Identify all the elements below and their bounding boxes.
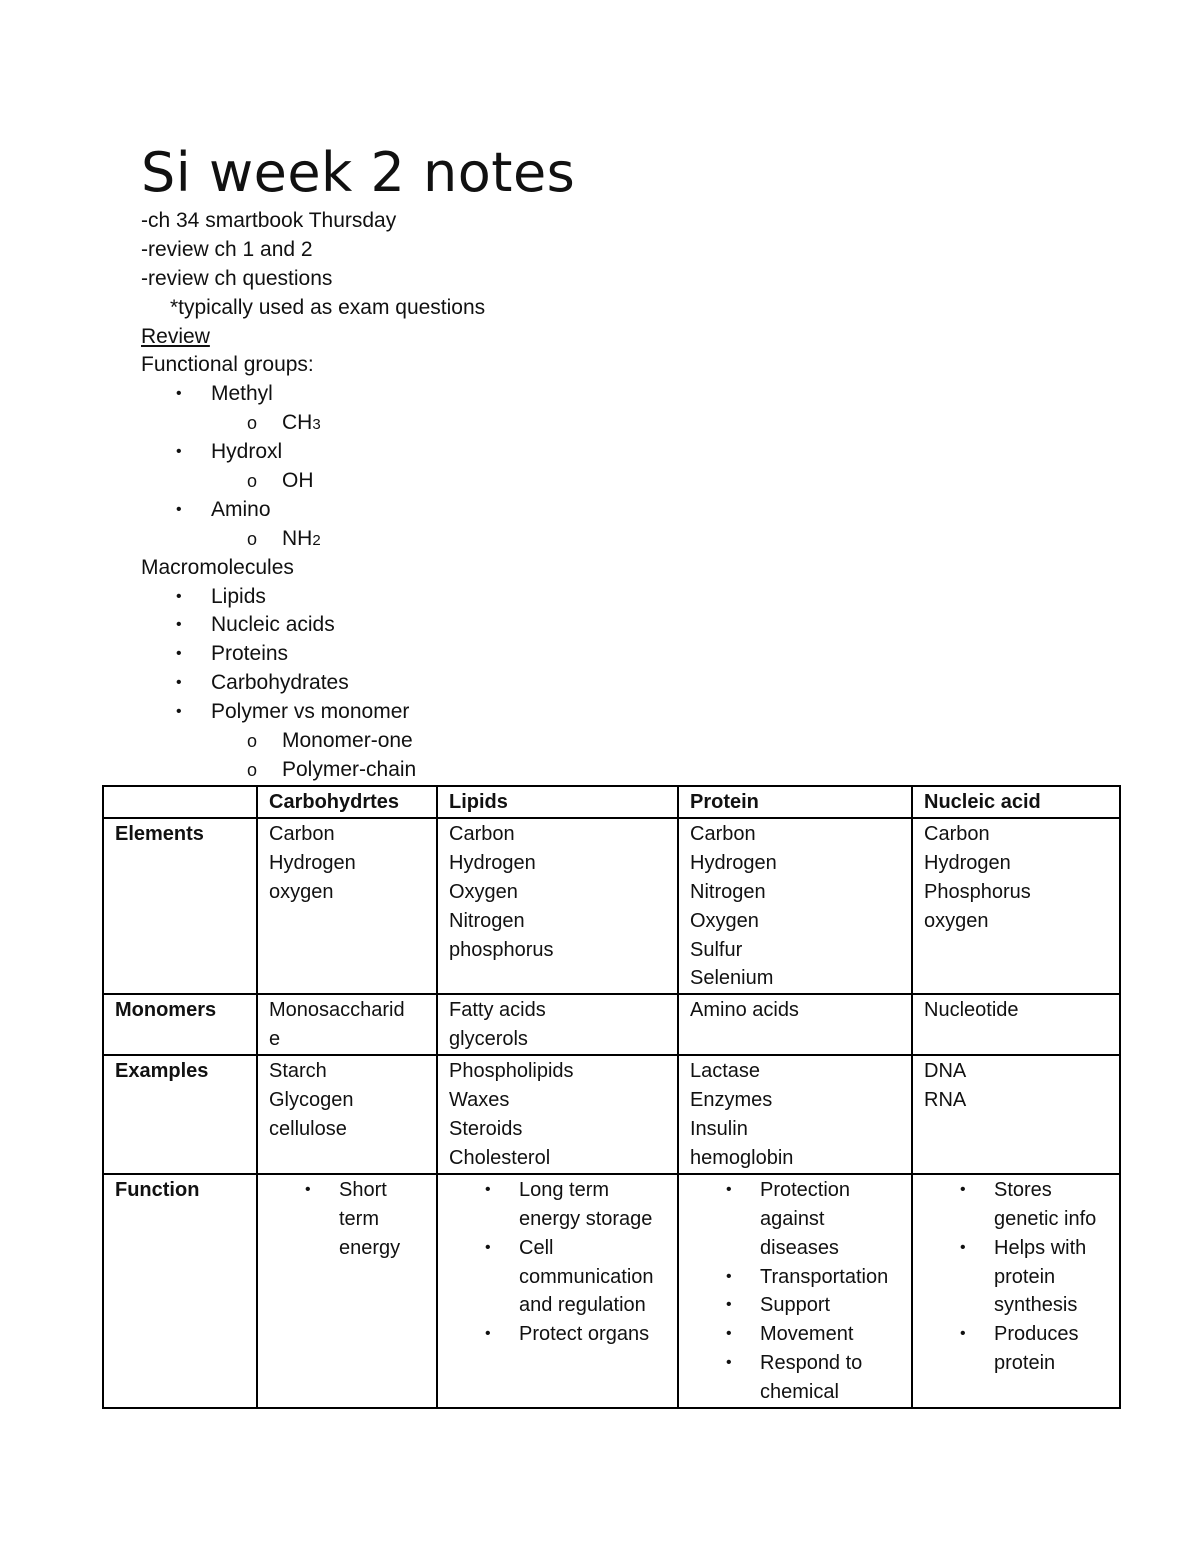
- cell-line: cellulose: [269, 1117, 347, 1140]
- cell-line: Oxygen: [449, 880, 518, 903]
- function-list: [924, 1176, 1109, 1378]
- note-line: -review ch questions: [141, 266, 333, 290]
- header-cell: Lipids: [437, 786, 678, 818]
- bullet-icon: •: [176, 587, 182, 605]
- formula-methyl: CH3: [282, 411, 321, 435]
- list-item: • Helps with protein synthesis: [924, 1234, 1109, 1321]
- cell-line: Phosphorus: [924, 880, 1031, 903]
- macromolecules-heading: Macromolecules: [141, 555, 294, 579]
- table-header-row: [103, 786, 1120, 818]
- list-item: • Short term energy: [269, 1176, 426, 1263]
- cell-line: hemoglobin: [690, 1146, 794, 1169]
- table-cell: [678, 1174, 912, 1408]
- table-cell: [437, 818, 678, 994]
- list-item: • Support: [690, 1291, 901, 1320]
- table-cell: [257, 994, 437, 1055]
- list-item: o Polymer-chain: [141, 756, 1101, 785]
- list-item: • Amino: [141, 496, 1101, 525]
- list-item: • Carbohydrates: [141, 669, 1101, 698]
- cell-line: Hydrogen: [924, 851, 1011, 874]
- table-row: [103, 994, 1120, 1055]
- table-cell: [912, 818, 1120, 994]
- list-item: • Cell communication and regulation: [449, 1234, 667, 1321]
- cell-line: Phospholipids: [449, 1060, 574, 1083]
- list-item: [141, 525, 1101, 554]
- table-cell: [257, 818, 437, 994]
- circle-bullet-icon: o: [247, 528, 258, 549]
- table-cell: [437, 1174, 678, 1408]
- cell-line: Sulfur: [690, 938, 743, 961]
- cell-line: e: [269, 1028, 281, 1051]
- circle-bullet-icon: o: [247, 471, 258, 492]
- header-cell: [103, 786, 257, 818]
- list-item: [141, 409, 1101, 438]
- cell-line: Insulin: [690, 1117, 748, 1140]
- list-item: • Methyl: [141, 380, 1101, 409]
- cell-line: DNA: [924, 1060, 967, 1083]
- table-cell: [678, 1055, 912, 1174]
- cell-line: Carbon: [269, 822, 335, 845]
- cell-line: glycerols: [449, 1028, 528, 1051]
- table-cell: [912, 994, 1120, 1055]
- row-header: Elements: [103, 818, 257, 994]
- cell-line: Cholesterol: [449, 1146, 551, 1169]
- table-cell: [678, 818, 912, 994]
- list-item: o Monomer-one: [141, 727, 1101, 756]
- macromolecules-table: [102, 785, 1121, 1409]
- cell-line: RNA: [924, 1089, 967, 1112]
- row-header: Monomers: [103, 994, 257, 1055]
- table-cell: [437, 1055, 678, 1174]
- functional-groups-heading: Functional groups:: [141, 353, 314, 377]
- cell-line: Hydrogen: [269, 851, 356, 874]
- list-item: • Polymer vs monomer: [141, 698, 1101, 727]
- table-row: [103, 1174, 1120, 1408]
- row-header: Examples: [103, 1055, 257, 1174]
- table-cell: [912, 1174, 1120, 1408]
- table-cell: [257, 1174, 437, 1408]
- header-cell: Protein: [678, 786, 912, 818]
- review-heading: Review: [141, 324, 210, 348]
- list-item: • Long term energy storage: [449, 1176, 667, 1234]
- bullet-icon: •: [176, 703, 182, 721]
- function-list: [449, 1176, 667, 1349]
- circle-bullet-icon: o: [247, 413, 258, 434]
- table-cell: [678, 994, 912, 1055]
- cell-line: Nitrogen: [690, 880, 766, 903]
- note-line: -review ch 1 and 2: [141, 237, 313, 261]
- cell-line: Amino acids: [690, 999, 799, 1022]
- list-item: • Proteins: [141, 640, 1101, 669]
- bullet-icon: •: [176, 443, 182, 461]
- cell-line: Enzymes: [690, 1089, 773, 1112]
- page-title: Si week 2 notes: [141, 141, 576, 204]
- table-cell: [912, 1055, 1120, 1174]
- list-item: • Protection against diseases: [690, 1176, 901, 1263]
- cell-line: Carbon: [924, 822, 990, 845]
- cell-line: Lactase: [690, 1060, 761, 1083]
- bullet-icon: •: [176, 500, 182, 518]
- cell-line: Nucleotide: [924, 999, 1019, 1022]
- bullet-icon: •: [176, 645, 182, 663]
- cell-line: Fatty acids: [449, 999, 546, 1022]
- note-line: -ch 34 smartbook Thursday: [141, 209, 397, 232]
- row-header: Function: [103, 1174, 257, 1408]
- header-cell: Nucleic acid: [912, 786, 1120, 818]
- list-item: • Hydroxl: [141, 438, 1101, 467]
- cell-line: Starch: [269, 1060, 327, 1083]
- formula-hydroxyl: OH: [282, 469, 314, 493]
- cell-line: phosphorus: [449, 938, 554, 961]
- cell-line: Glycogen: [269, 1089, 354, 1112]
- function-list: [269, 1176, 426, 1263]
- cell-line: Carbon: [690, 822, 756, 845]
- list-item: • Lipids: [141, 583, 1101, 612]
- header-cell: Carbohydrtes: [257, 786, 437, 818]
- bullet-icon: •: [176, 616, 182, 634]
- cell-line: Hydrogen: [690, 851, 777, 874]
- cell-line: Waxes: [449, 1089, 510, 1112]
- cell-line: Steroids: [449, 1117, 523, 1140]
- cell-line: Oxygen: [690, 909, 759, 932]
- table-row: [103, 818, 1120, 994]
- bullet-icon: •: [176, 385, 182, 403]
- cell-line: oxygen: [924, 909, 989, 932]
- list-item: • Respond to chemical: [690, 1349, 901, 1407]
- cell-line: Nitrogen: [449, 909, 525, 932]
- list-item: • Movement: [690, 1320, 901, 1349]
- cell-line: Carbon: [449, 822, 515, 845]
- function-list: [690, 1176, 901, 1407]
- table-cell: [257, 1055, 437, 1174]
- list-item: • Stores genetic info: [924, 1176, 1109, 1234]
- list-item: • Transportation: [690, 1263, 901, 1292]
- table-row: [103, 1055, 1120, 1174]
- list-item: • Nucleic acids: [141, 611, 1101, 640]
- cell-line: oxygen: [269, 880, 334, 903]
- formula-amino: NH2: [282, 526, 321, 550]
- cell-line: Monosaccharid: [269, 999, 405, 1022]
- bullet-icon: •: [176, 674, 182, 692]
- exam-note: *typically used as exam questions: [170, 295, 486, 319]
- cell-line: Hydrogen: [449, 851, 536, 874]
- list-item: [141, 467, 1101, 496]
- table-cell: [437, 994, 678, 1055]
- circle-bullet-icon: o: [247, 731, 258, 752]
- list-item: • Produces protein: [924, 1320, 1109, 1378]
- notes-section: [141, 207, 1101, 785]
- list-item: • Protect organs: [449, 1320, 667, 1349]
- circle-bullet-icon: o: [247, 759, 258, 780]
- cell-line: Selenium: [690, 967, 774, 990]
